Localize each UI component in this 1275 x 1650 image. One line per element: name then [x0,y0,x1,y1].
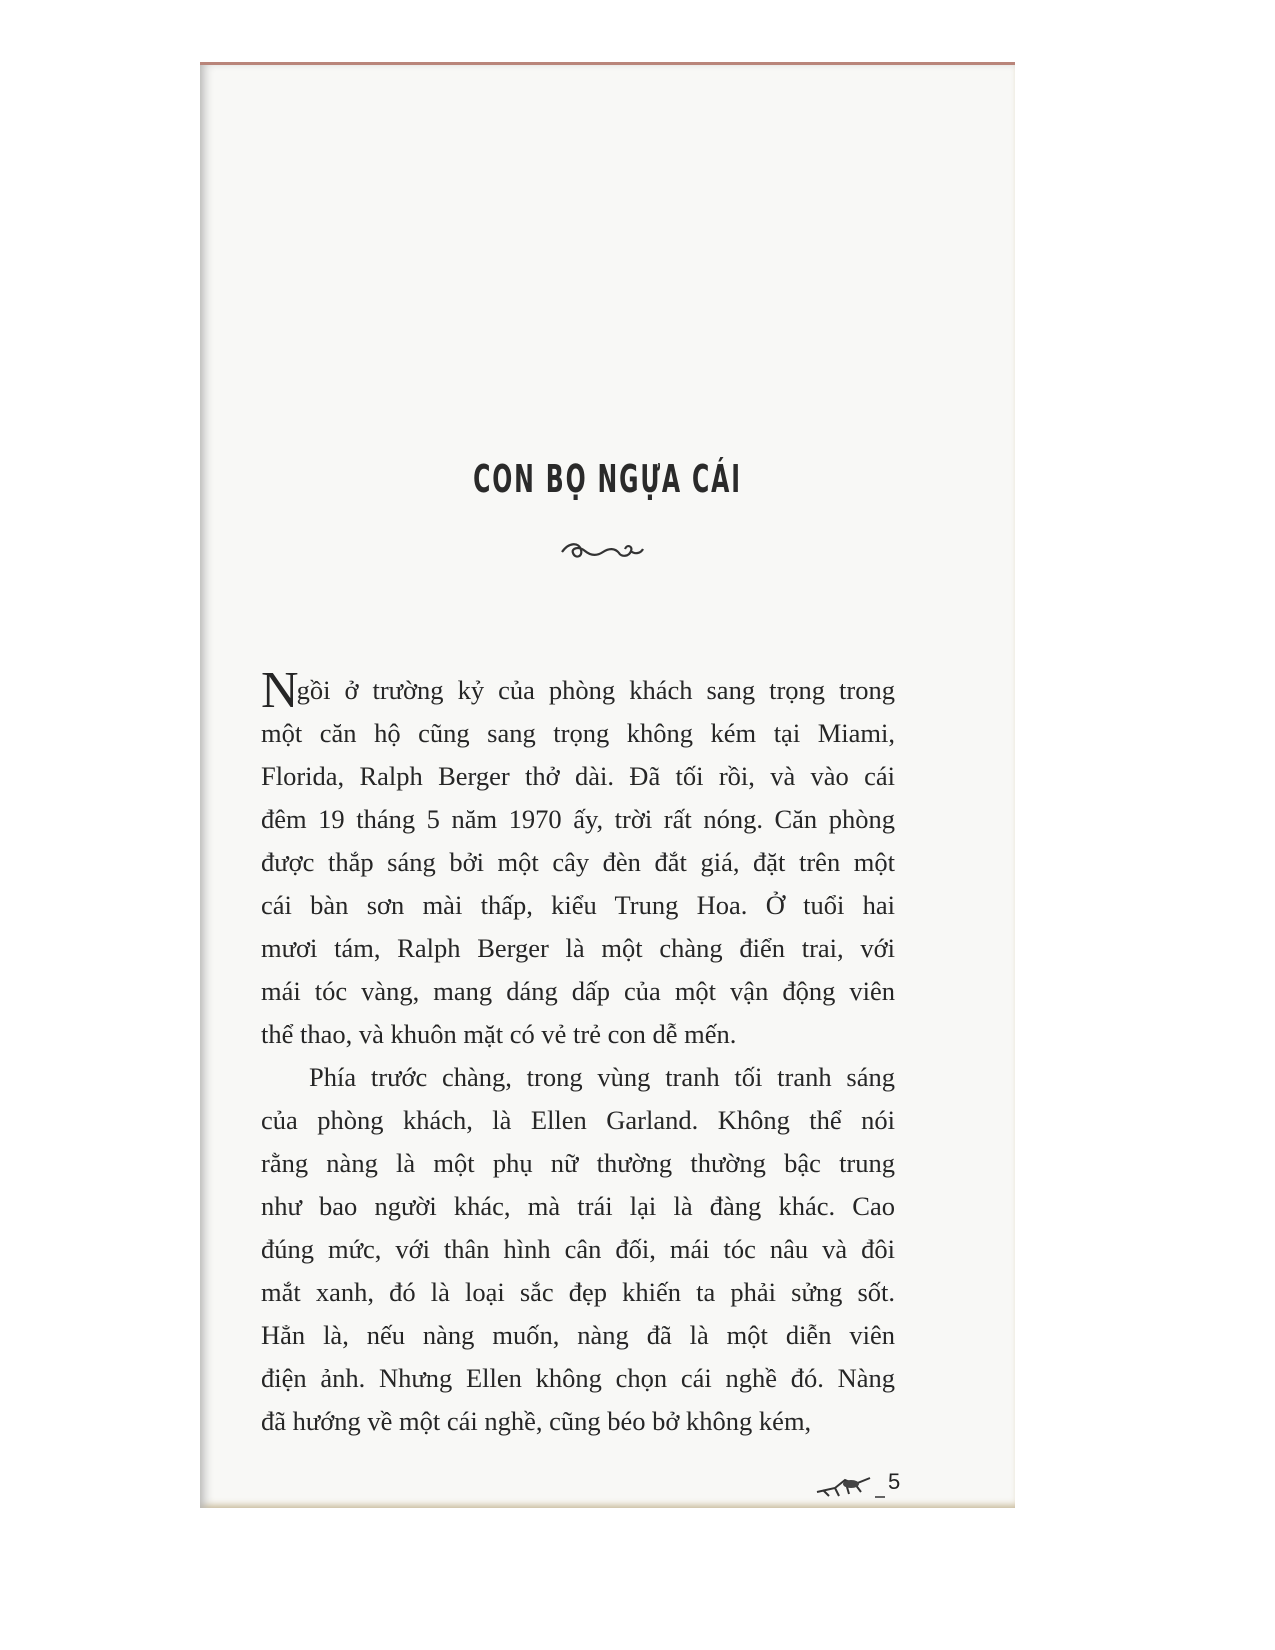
swirl-ornament-icon [557,537,647,567]
line-text: Florida, Ralph Berger thở dài. Đã tối rồi, và vào cái [261,761,895,791]
line-text: đã hướng về một cái nghề, cũng béo bở không kém, [261,1406,812,1436]
line-text: cái bàn sơn mài thấp, kiểu Trung Hoa. Ở tuổi hai [261,890,895,920]
text-line [261,1357,895,1400]
line-text: mắt xanh, đó là loại sắc đẹp khiến ta phải sửng sốt. [261,1277,895,1307]
text-line [261,884,895,927]
line-text: thể thao, và khuôn mặt có vẻ trẻ con dễ mến. [261,1019,737,1049]
text-line [261,1099,895,1142]
line-text: đúng mức, với thân hình cân đối, mái tóc nâu và đôi [261,1234,895,1264]
line-text: rằng nàng là một phụ nữ thường thường bậc trung [261,1148,895,1178]
text-line [261,970,895,1013]
line-text: điện ảnh. Nhưng Ellen không chọn cái nghề đó. Nàng [261,1363,895,1393]
line-text: mươi tám, Ralph Berger là một chàng điển trai, với [261,933,895,963]
text-line [261,1013,895,1056]
line-text: mái tóc vàng, mang dáng dấp của một vận động viên [261,976,895,1006]
text-line [261,841,895,884]
line-text: đêm 19 tháng 5 năm 1970 ấy, trời rất nóng. Căn phòng [261,804,895,834]
text-line [261,1400,895,1443]
page-number: 5 [888,1469,901,1494]
body-text [261,662,895,1443]
text-line [261,1314,895,1357]
text-line [261,927,895,970]
line-text: như bao người khác, mà trái lại là đàng khác. Cao [261,1191,895,1221]
text-line [261,662,895,719]
line-text: được thắp sáng bởi một cây đèn đắt giá, đặt trên một [261,847,895,877]
text-line [261,755,895,798]
line-text: Hẳn là, nếu nàng muốn, nàng đã là một diễn viên [261,1320,895,1350]
drop-cap: N [261,662,299,719]
mantis-decoration-icon [815,1470,885,1500]
chapter-title: CON BỌ NGỰA CÁI [473,457,742,501]
text-line [261,798,895,841]
line-text: Phía trước chàng, trong vùng tranh tối tranh sáng [309,1062,895,1092]
line-text: gồi ở trường kỷ của phòng khách sang trọng trong [296,675,895,705]
text-line [261,1271,895,1314]
text-line [261,1228,895,1271]
text-line [261,1185,895,1228]
text-line [261,712,895,755]
text-line [261,1056,895,1099]
line-text: của phòng khách, là Ellen Garland. Không thể nói [261,1105,895,1135]
line-text: một căn hộ cũng sang trọng không kém tại Miami, [261,718,895,748]
text-line [261,1142,895,1185]
book-page [200,62,1015,1508]
